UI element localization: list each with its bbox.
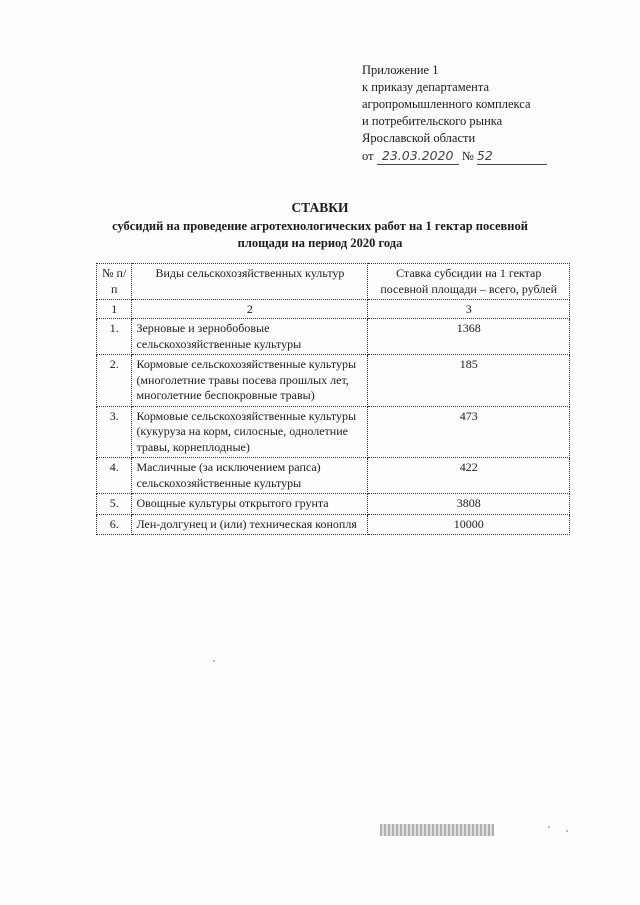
- row-rate: 1368: [368, 319, 570, 355]
- table-row: [97, 458, 570, 494]
- appendix-line-5: Ярославской области: [362, 131, 476, 145]
- order-date: 23.03.2020: [377, 147, 459, 165]
- row-number: 6.: [97, 514, 132, 535]
- subsidy-rates-table: [96, 263, 570, 535]
- order-date-line: [362, 147, 582, 165]
- row-rate: 3808: [368, 494, 570, 515]
- row-crop: Лен-долгунец и (или) техническая конопля: [132, 514, 368, 535]
- row-crop: Овощные культуры открытого грунта: [132, 494, 368, 515]
- index-cell: 2: [132, 300, 368, 319]
- header-number: № п/п: [97, 264, 132, 300]
- row-number: 5.: [97, 494, 132, 515]
- date-prefix: от: [362, 149, 374, 163]
- table-index-row: [97, 300, 570, 319]
- scan-speck: [566, 830, 568, 832]
- order-number: 52: [477, 147, 547, 165]
- row-crop: Масличные (за исключением рапса) сельскохозяйственные культуры: [132, 458, 368, 494]
- appendix-block: [362, 62, 582, 165]
- appendix-line-3: агропромышленного комплекса: [362, 97, 531, 111]
- table-row: [97, 319, 570, 355]
- table-row: [97, 514, 570, 535]
- number-prefix: №: [461, 149, 474, 163]
- row-number: 4.: [97, 458, 132, 494]
- table-row: [97, 406, 570, 458]
- scan-stamp-mark: [380, 824, 494, 836]
- document-title: СТАВКИ: [291, 200, 349, 215]
- row-rate: 10000: [368, 514, 570, 535]
- table-header-row: [97, 264, 570, 300]
- row-number: 2.: [97, 355, 132, 407]
- index-cell: 3: [368, 300, 570, 319]
- row-number: 1.: [97, 319, 132, 355]
- appendix-line-4: и потребительского рынка: [362, 114, 503, 128]
- row-number: 3.: [97, 406, 132, 458]
- index-cell: 1: [97, 300, 132, 319]
- table-row: [97, 494, 570, 515]
- row-rate: 473: [368, 406, 570, 458]
- appendix-line-2: к приказу департамента: [362, 80, 490, 94]
- scan-speck: [213, 660, 215, 662]
- row-rate: 422: [368, 458, 570, 494]
- header-crop-type: Виды сельскохозяйственных культур: [132, 264, 368, 300]
- row-crop: Кормовые сельскохозяйственные культуры (кукуруза на корм, силосные, однолетние травы, корнеплодные): [132, 406, 368, 458]
- scan-speck: [548, 826, 550, 828]
- document-subtitle: субсидий на проведение агротехнологических работ на 1 гектар посевной площади на период 2020 года: [112, 219, 528, 250]
- row-crop: Зерновые и зернобобовые сельскохозяйственные культуры: [132, 319, 368, 355]
- appendix-line-1: Приложение 1: [362, 63, 439, 77]
- row-rate: 185: [368, 355, 570, 407]
- row-crop: Кормовые сельскохозяйственные культуры (многолетние травы посева прошлых лет, многолетние беспокровные травы): [132, 355, 368, 407]
- header-rate: Ставка субсидии на 1 гектар посевной площади – всего, рублей: [368, 264, 570, 300]
- table-row: [97, 355, 570, 407]
